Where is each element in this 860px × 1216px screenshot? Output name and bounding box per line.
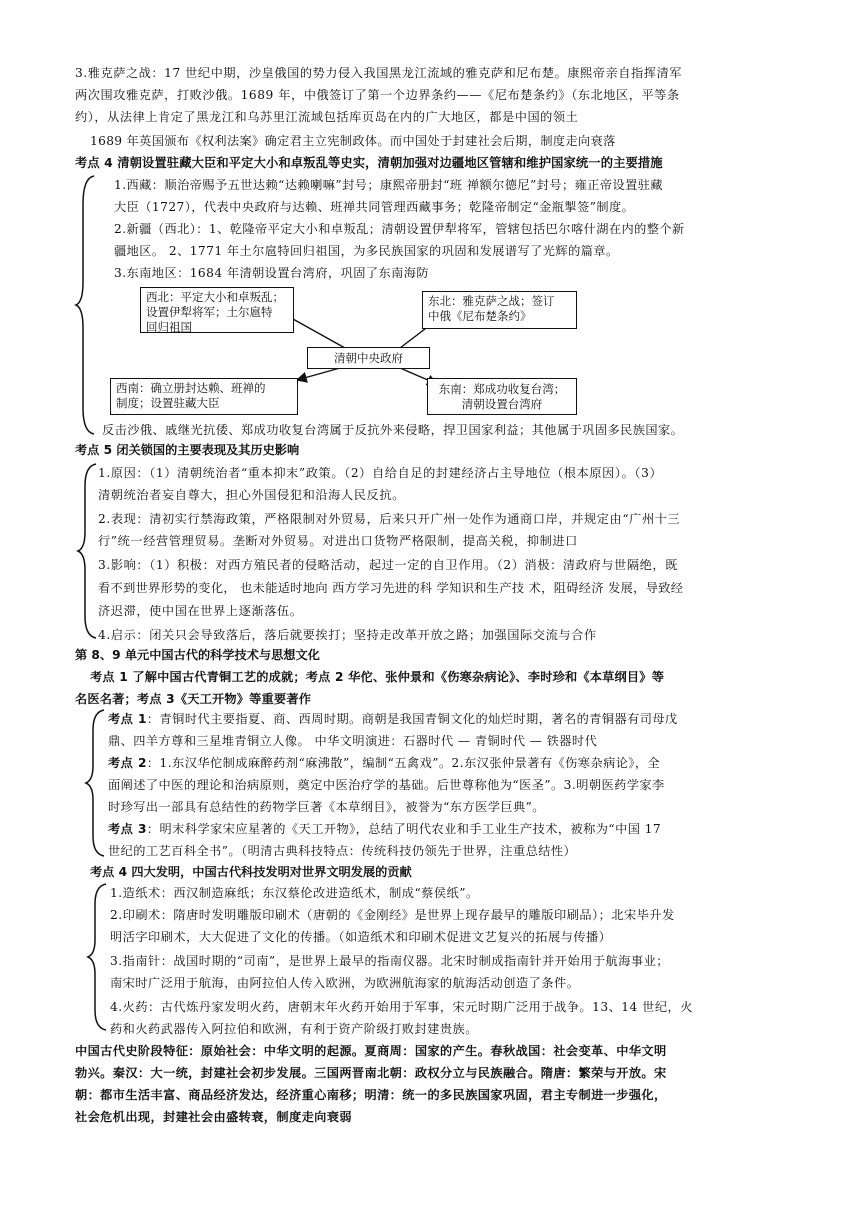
text-line xyxy=(108,754,660,772)
text-line: 3.指南针：战国时期的“司南”，是世界上最早的指南仪器。北宋时制成指南针并开始用于航海事业； xyxy=(110,954,669,968)
text-line: 清朝统治者妄自尊大，担心外国侵犯和沿海人民反抗。 xyxy=(98,488,405,502)
summary-line: 社会危机出现，封建社会由盛转衰，制度走向衰弱 xyxy=(75,1110,352,1124)
text-line: 4.火药：古代炼丹家发明火药，唐朝末年火药开始用于军事，宋元时期广泛用于战争。13、14 世纪，火 xyxy=(110,1000,693,1014)
text-line: 2.新疆（西北）：1、乾隆帝平定大小和卓叛乱；清朝设置伊犁将军，管辖包括巴尔喀什湖在内的整个新 xyxy=(114,222,685,236)
section-heading: 考点 1 了解中国古代青铜工艺的成就；考点 2 华佗、张仲景和《伤寒杂病论》、李时珍和《本草纲目》等 xyxy=(90,670,665,684)
unit-heading: 第 8、9 单元中国古代的科学技术与思想文化 xyxy=(75,648,320,662)
section-heading: 考点 4 清朝设置驻藏大臣和平定大小和卓叛乱等史实，清朝加强对边疆地区管辖和维护国家统一的主要措施 xyxy=(75,156,663,170)
section-heading: 考点 4 四大发明，中国古代科技发明对世界文明发展的贡献 xyxy=(90,865,412,879)
text-line: 两次围攻雅克萨，打败沙俄。1689 年，中俄签订了第一个边界条约——《尼布楚条约》（东北地区，平等条 xyxy=(75,88,680,102)
diagram-box-southwest: 西南：确立册封达赖、班禅的 制度；设置驻藏大臣 xyxy=(110,378,298,415)
text-line: 约），从法律上肯定了黑龙江和乌苏里江流域包括库页岛在内的广大地区，都是中国的领土 xyxy=(75,110,579,124)
text-line: 药和火药武器传入阿拉伯和欧洲，有利于资产阶级打败封建贵族。 xyxy=(110,1022,478,1036)
text-line: 1689 年英国颁布《权利法案》确定君主立宪制政体。而中国处于封建社会后期，制度走向衰落 xyxy=(90,134,616,148)
text-line: 3.东南地区：1684 年清朝设置台湾府，巩固了东南海防 xyxy=(114,266,430,280)
text-line: 面阐述了中医的理论和治病原则，奠定中医治疗学的基础。后世尊称他为“医圣”。3.明朝医药学家李 xyxy=(108,778,665,792)
text-line: 疆地区。 2、1771 年土尔扈特回归祖国，为多民族国家的巩固和发展谱写了光辉的篇章。 xyxy=(114,244,619,258)
text-line: 时珍写出一部具有总结性的药物学巨著《本草纲目》，被誉为“东方医学巨典”。 xyxy=(108,800,545,814)
left-brace-icon xyxy=(86,882,110,1032)
kaodian-label: 考点 2 xyxy=(108,756,147,770)
left-brace-icon xyxy=(76,462,100,640)
text-span: ：1.东汉华佗制成麻醉药剂“麻沸散”，编制“五禽戏”。2.东汉张仲景著有《伤寒杂病论》，全 xyxy=(146,756,661,770)
text-line: 3.雅克萨之战：17 世纪中期，沙皇俄国的势力侵入我国黑龙江流域的雅克萨和尼布楚。康熙帝亲自指挥清军 xyxy=(75,66,682,80)
text-line: 看不到世界形势的变化， 也未能适时地向 西方学习先进的科 学知识和生产技 术，阻碍经济 发展，导致经 xyxy=(98,581,684,595)
text-line: 济迟滞，使中国在世界上逐渐落伍。 xyxy=(98,604,303,618)
summary-line: 朝：都市生活丰富、商品经济发达，经济重心南移；明清：统一的多民族国家巩固，君主专制进一步强化， xyxy=(75,1088,667,1102)
summary-line: 中国古代史阶段特征：原始社会：中华文明的起源。夏商周：国家的产生。春秋战国：社会变革、中华文明 xyxy=(75,1044,667,1058)
diagram-box-southeast: 东南：郑成功收复台湾； 清朝设置台湾府 xyxy=(427,378,577,415)
text-span: ：明末科学家宋应星著的《天工开物》，总结了明代农业和手工业生产技术，被称为“中国 17 xyxy=(146,822,662,836)
text-line xyxy=(108,820,661,838)
text-line: 1.原因：（1）清朝统治者“重本抑末”政策。（2）自给自足的封建经济占主导地位（根本原因）。（3） xyxy=(98,466,663,480)
text-line: 反击沙俄、戚继光抗倭、郑成功收复台湾属于反抗外来侵略，捍卫国家利益；其他属于巩固多民族国家。 xyxy=(102,423,684,437)
text-line: 大臣（1727），代表中央政府与达赖、班禅共同管理西藏事务；乾隆帝制定“金瓶掣签”制度。 xyxy=(114,200,635,214)
text-line: 明活字印刷术，大大促进了文化的传播。（如造纸术和印刷术促进文艺复兴的拓展与传播） xyxy=(110,930,612,944)
text-line xyxy=(108,710,678,728)
text-line: 行”统一经营管理贸易。垄断对外贸易。对进出口货物严格限制，提高关税，抑制进口 xyxy=(98,534,578,548)
text-line: 1.造纸术：西汉制造麻纸；东汉蔡伦改进造纸术，制成“蔡侯纸”。 xyxy=(110,886,479,900)
text-line: 1.西藏：顺治帝赐予五世达赖“达赖喇嘛”封号；康熙帝册封“班 禅额尔德尼”封号；雍正帝设置驻藏 xyxy=(114,178,664,192)
summary-line: 勃兴。秦汉：大一统，封建社会初步发展。三国两晋南北朝：政权分立与民族融合。隋唐：繁荣与开放。宋 xyxy=(75,1066,667,1080)
arrow-sw xyxy=(297,368,340,380)
text-line: 鼎、四羊方尊和三星堆青铜立人像。 中华文明演进：石器时代 — 青铜时代 — 铁器时代 xyxy=(108,734,598,748)
text-line: 世纪的工艺百科全书”。（明清古典科技特点：传统科技仍领先于世界，注重总结性） xyxy=(108,844,577,858)
text-line: 2.印刷术：隋唐时发明雕版印刷术（唐朝的《金刚经》是世界上现存最早的雕版印刷品）；北宋毕升发 xyxy=(110,908,675,922)
text-line: 4.启示：闭关只会导致落后，落后就要挨打；坚持走改革开放之路；加强国际交流与合作 xyxy=(98,628,597,642)
kaodian-label: 考点 3 xyxy=(108,822,147,836)
diagram-connectors xyxy=(0,0,860,420)
section-heading: 考点 5 闭关锁国的主要表现及其历史影响 xyxy=(75,443,300,457)
text-line: 3.影响：（1）积极：对西方殖民者的侵略活动，起过一定的自卫作用。（2）消极：清政府与世隔绝，既 xyxy=(98,558,678,572)
kaodian-label: 考点 1 xyxy=(108,712,147,726)
text-span: ：青铜时代主要指夏、商、西周时期。商朝是我国青铜文化的灿烂时期，著名的青铜器有司母戊 xyxy=(146,712,678,726)
section-heading: 名医名著；考点 3《天工开物》等重要著作 xyxy=(75,692,312,706)
diagram-box-northeast: 东北：雅克萨之战；签订 中俄《尼布楚条约》 xyxy=(422,291,577,329)
text-line: 2.表现：清初实行禁海政策，严格限制对外贸易，后来只开广州一处作为通商口岸，并规定由“广州十三 xyxy=(98,512,681,526)
diagram-box-center: 清朝中央政府 xyxy=(307,347,430,369)
diagram-box-northwest: 西北：平定大小和卓叛乱； 设置伊犁将军；土尔扈特 回归祖国 xyxy=(140,287,294,333)
text-line: 南宋时广泛用于航海，由阿拉伯人传入欧洲，为欧洲航海家的航海活动创造了条件。 xyxy=(110,976,580,990)
left-brace-icon xyxy=(84,708,108,858)
